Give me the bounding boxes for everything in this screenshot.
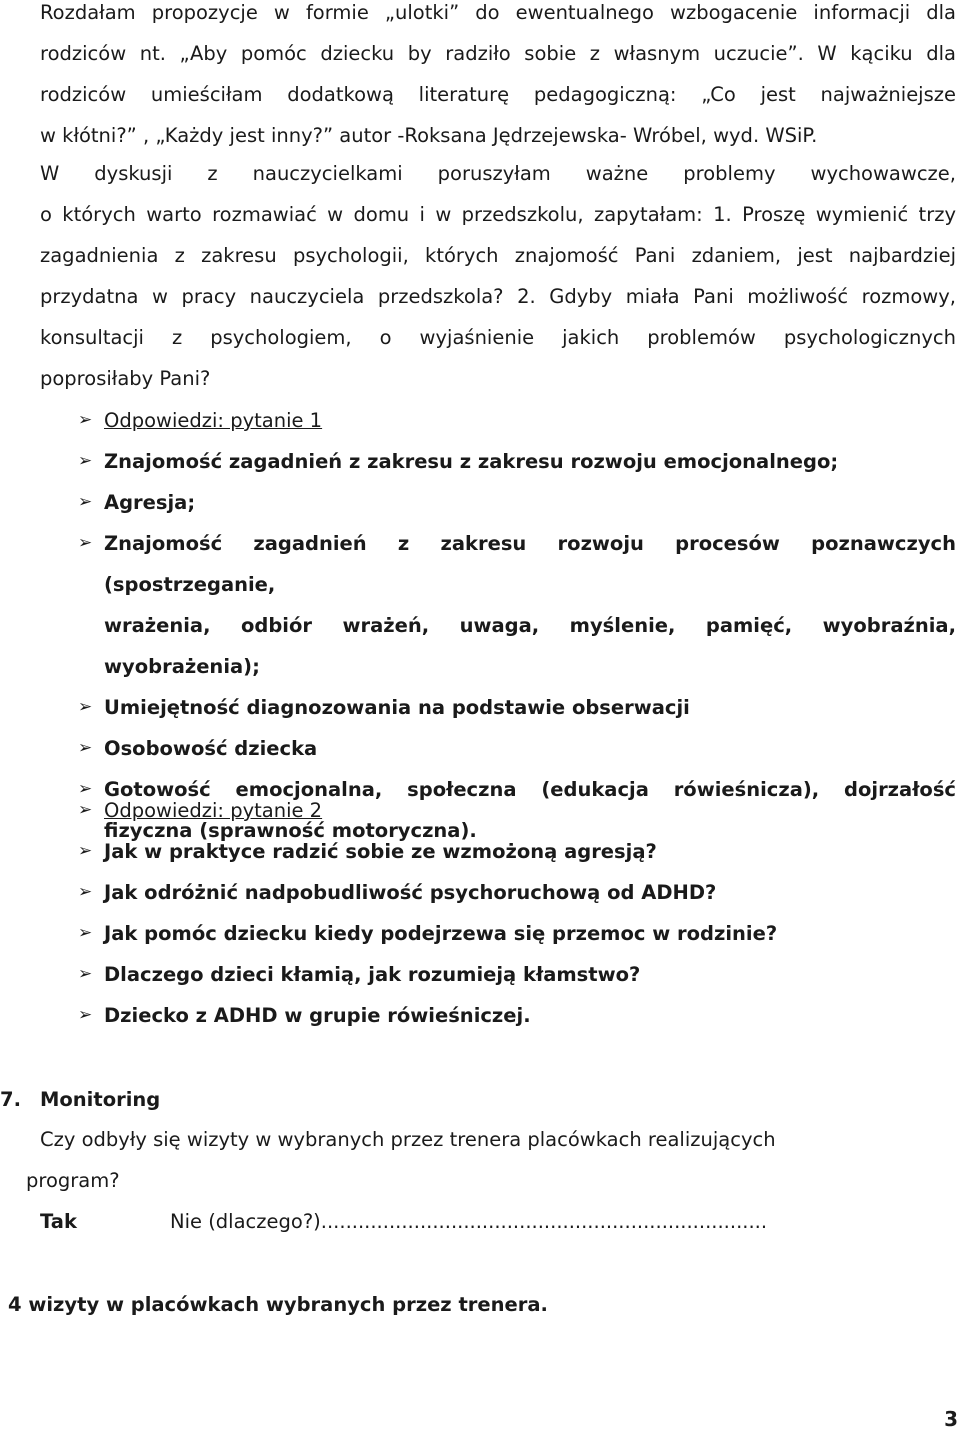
arrowhead-bullet-icon: ➢: [78, 697, 93, 717]
paragraph-line: w kłótni?” , „Każdy jest inny?” autor -Roksana Jędrzejewska- Wróbel, wyd. WSiP.: [40, 124, 818, 147]
arrowhead-bullet-icon: ➢: [78, 738, 93, 758]
list-item: ➢ Gotowość emocjonalna, społeczna (edukacja rówieśnicza), dojrzałość fizyczna (sprawność motoryczna).: [78, 769, 956, 851]
paragraph-line: rodziców nt. „Aby pomóc dziecku by radziło sobie z własnym uczucie”. W kąciku dla: [40, 42, 956, 65]
arrowhead-bullet-icon: ➢: [78, 800, 93, 820]
answers-q2-list: [78, 790, 956, 1036]
list-item: ➢ Jak odróżnić nadpobudliwość psychoruchową od ADHD?: [78, 872, 956, 913]
paragraph-line: zagadnienia z zakresu psychologii, których znajomość Pani zdaniem, jest najbardziej: [40, 244, 956, 267]
paragraph-line: rodziców umieściłam dodatkową literaturę pedagogiczną: „Co jest najważniejsze: [40, 83, 956, 106]
monitoring-question: Czy odbyły się wizyty w wybranych przez trenera placówkach realizujących: [40, 1128, 776, 1151]
list-item: ➢ Jak pomóc dziecku kiedy podejrzewa się przemoc w rodzinie?: [78, 913, 956, 954]
arrowhead-bullet-icon: ➢: [78, 1005, 93, 1025]
paragraph-line: poprosiłaby Pani?: [40, 367, 211, 390]
list-item: ➢ Agresja;: [78, 482, 956, 523]
section-title: Monitoring: [40, 1088, 161, 1111]
arrowhead-bullet-icon: ➢: [78, 882, 93, 902]
section-heading-monitoring: [0, 1079, 160, 1120]
page-number: 3: [944, 1407, 958, 1431]
arrowhead-bullet-icon: ➢: [78, 923, 93, 943]
list-item: ➢ Umiejętność diagnozowania na podstawie obserwacji: [78, 687, 956, 728]
list-item: ➢ Osobowość dziecka: [78, 728, 956, 769]
paragraph-line: konsultacji z psychologiem, o wyjaśnienie jakich problemów psychologicznych: [40, 326, 956, 349]
intro-paragraph: [40, 0, 956, 156]
list-item: ➢ Znajomość zagadnień z zakresu z zakresu rozwoju emocjonalnego;: [78, 441, 956, 482]
monitoring-question-continued: program?: [26, 1169, 120, 1192]
answers-q2-heading: ➢ Odpowiedzi: pytanie 2: [78, 790, 956, 831]
paragraph-line: Rozdałam propozycje w formie „ulotki” do ewentualnego wzbogacenie informacji dla: [40, 1, 956, 24]
monitoring-answer: 4 wizyty w placówkach wybranych przez trenera.: [8, 1293, 548, 1316]
list-item: ➢ Jak w praktyce radzić sobie ze wzmożoną agresją?: [78, 831, 956, 872]
arrowhead-bullet-icon: ➢: [78, 779, 93, 799]
discussion-paragraph: [40, 153, 956, 399]
arrowhead-bullet-icon: ➢: [78, 410, 93, 430]
arrowhead-bullet-icon: ➢: [78, 451, 93, 471]
answers-q1-heading: ➢ Odpowiedzi: pytanie 1: [78, 400, 956, 441]
list-item: ➢ Dlaczego dzieci kłamią, jak rozumieją kłamstwo?: [78, 954, 956, 995]
arrowhead-bullet-icon: ➢: [78, 841, 93, 861]
paragraph-line: o których warto rozmawiać w domu i w przedszkolu, zapytałam: 1. Proszę wymienić trzy: [40, 203, 956, 226]
paragraph-line: przydatna w pracy nauczyciela przedszkola? 2. Gdyby miała Pani możliwość rozmowy,: [40, 285, 956, 308]
list-item: ➢ Znajomość zagadnień z zakresu rozwoju procesów poznawczych (spostrzeganie, wrażenia, odbiór wrażeń, uwaga, myślenie, pamięć, wyobraźnia, wyobrażenia);: [78, 523, 956, 687]
list-item: ➢ Dziecko z ADHD w grupie rówieśniczej.: [78, 995, 956, 1036]
paragraph-line: W dyskusji z nauczycielkami poruszyłam ważne problemy wychowawcze,: [40, 162, 956, 185]
arrowhead-bullet-icon: ➢: [78, 533, 93, 553]
arrowhead-bullet-icon: ➢: [78, 964, 93, 984]
monitoring-options: [40, 1201, 767, 1242]
option-no: Nie (dlaczego?)........................................................................: [170, 1210, 768, 1233]
option-yes: Tak: [40, 1210, 77, 1233]
section-number: 7.: [0, 1088, 21, 1111]
answers-q1-list: [78, 400, 956, 851]
arrowhead-bullet-icon: ➢: [78, 492, 93, 512]
